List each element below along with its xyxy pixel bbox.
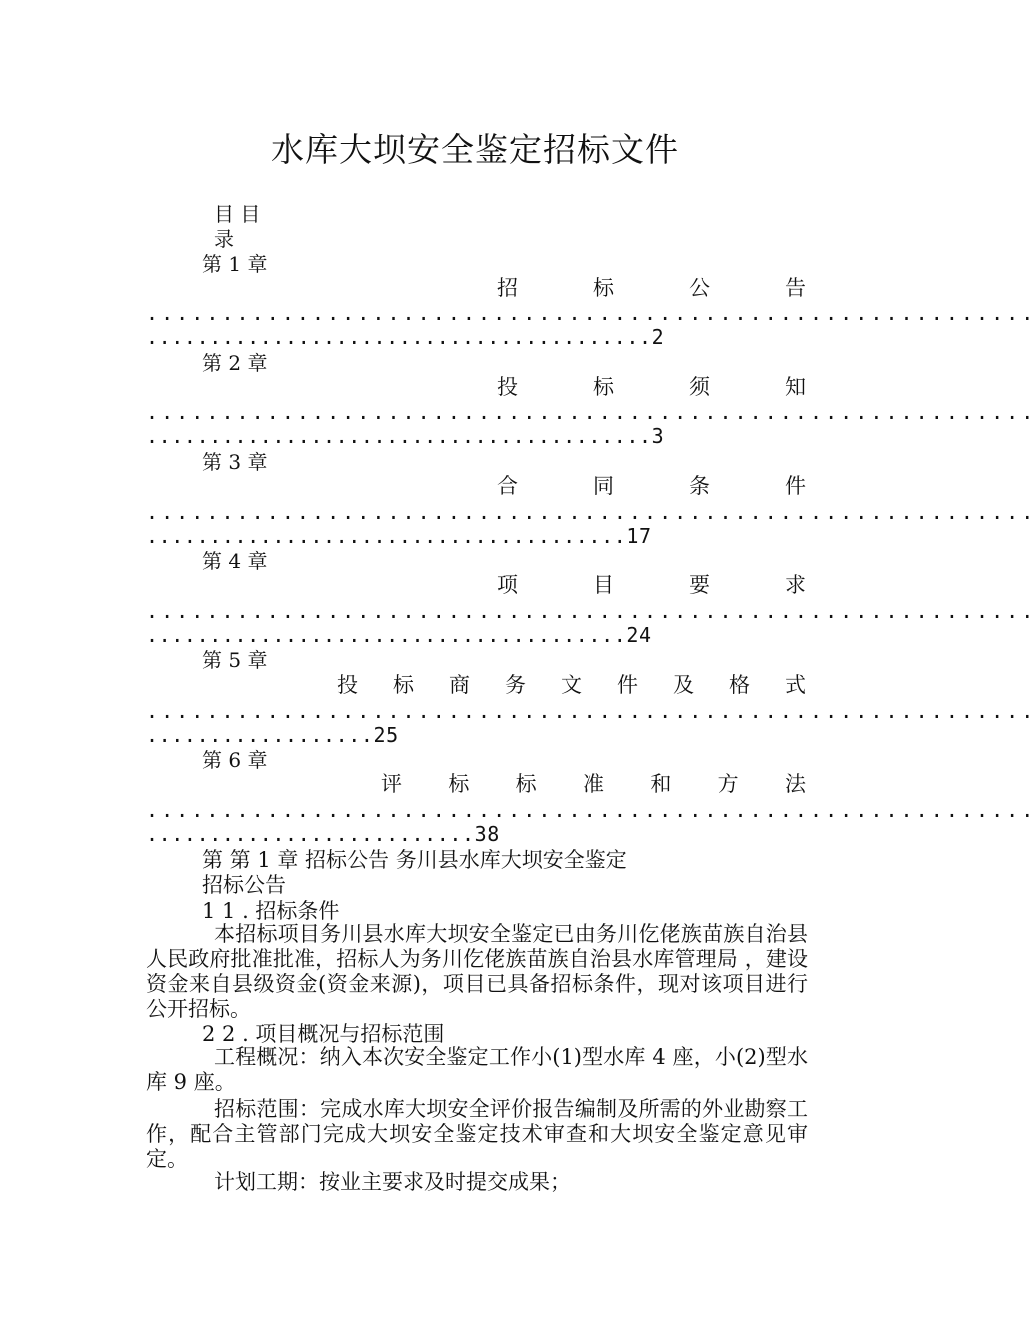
toc-title-char: 法 [784, 772, 806, 796]
toc-title-char: 须 [689, 375, 710, 399]
toc-chapter-label: 第 4 章 [202, 549, 268, 573]
toc-title-char: 件 [785, 474, 806, 498]
toc-leader-dots: ........................................................... [146, 798, 1036, 822]
toc-entry-title [337, 672, 806, 698]
toc-heading: 目 目 [214, 202, 261, 226]
toc-leader-dots: ........................................................... [146, 599, 1036, 623]
toc-page-number: ..........................38 [146, 822, 500, 846]
toc-title-char: 格 [729, 673, 750, 697]
toc-chapter-label: 第 5 章 [202, 648, 268, 672]
toc-title-char: 商 [449, 673, 470, 697]
toc-title-char: 招 [497, 276, 518, 300]
toc-title-char: 方 [717, 772, 739, 796]
toc-page-number: ......................................17 [146, 524, 652, 548]
toc-title-char: 准 [582, 772, 604, 796]
toc-title-char: 件 [617, 673, 638, 697]
toc-title-char: 求 [785, 573, 806, 597]
toc-leader-dots: ........................................................... [146, 400, 1036, 424]
toc-chapter-label: 第 2 章 [202, 351, 268, 375]
toc-title-char: 标 [593, 375, 614, 399]
toc-title-char: 公 [689, 276, 710, 300]
toc-leader-dots: ........................................................... [146, 301, 1036, 325]
paragraph-project-overview: 工程概况：纳入本次安全鉴定工作小(1)型水库 4 座，小(2)型水库 9 座。 [146, 1045, 808, 1094]
toc-title-char: 条 [689, 474, 710, 498]
toc-entry-title [497, 473, 806, 499]
toc-chapter-label: 第 3 章 [202, 450, 268, 474]
toc-entry-title [497, 374, 806, 400]
paragraph-bid-conditions: 本招标项目务川县水库大坝安全鉴定已由务川仡佬族苗族自治县人民政府批准批准，招标人为务川仡佬族苗族自治县水库管理局 ，建设资金来自县级资金(资金来源)，项目已具备招标条件，现对该项目进行公开招标。 [146, 922, 808, 1021]
toc-title-char: 式 [785, 673, 806, 697]
toc-leader-dots: ........................................................... [146, 500, 1036, 524]
toc-page-number: ........................................2 [146, 325, 665, 349]
toc-page-number: ..................25 [146, 723, 399, 747]
toc-leader-dots: ........................................................... [146, 699, 1036, 723]
toc-title-char: 投 [497, 375, 518, 399]
toc-title-char: 评 [381, 772, 402, 796]
toc-entry-title [497, 275, 806, 301]
toc-title-char: 告 [785, 276, 806, 300]
section-heading: 1 1 . 招标条件 [202, 899, 340, 923]
toc-title-char: 知 [785, 375, 806, 399]
toc-chapter-label: 第 1 章 [202, 252, 268, 276]
toc-page-number: ........................................3 [146, 424, 665, 448]
toc-title-char: 同 [593, 474, 614, 498]
toc-page-number: ......................................24 [146, 623, 652, 647]
toc-title-char: 和 [650, 772, 672, 796]
toc-title-char: 标 [393, 673, 414, 697]
toc-chapter-label: 第 6 章 [202, 748, 268, 772]
toc-title-char: 项 [497, 573, 518, 597]
toc-entry-title [381, 771, 806, 797]
chapter-subheading: 招标公告 [202, 873, 286, 897]
toc-title-char: 标 [515, 772, 537, 796]
paragraph-bid-scope: 招标范围：完成水库大坝安全评价报告编制及所需的外业勘察工作，配合主管部门完成大坝安全鉴定技术审查和大坝安全鉴定意见审定。 [146, 1097, 808, 1171]
toc-title-char: 务 [505, 673, 526, 697]
document-title: 水库大坝安全鉴定招标文件 [271, 130, 679, 169]
chapter-heading: 第 第 1 章 招标公告 务川县水库大坝安全鉴定 [202, 848, 627, 872]
toc-title-char: 文 [561, 673, 582, 697]
toc-title-char: 目 [593, 573, 614, 597]
toc-title-char: 合 [497, 474, 518, 498]
toc-title-char: 标 [448, 772, 470, 796]
toc-title-char: 标 [593, 276, 614, 300]
toc-entry-title [497, 572, 806, 598]
toc-heading-cont: 录 [214, 227, 234, 251]
section-heading: 2 2 . 项目概况与招标范围 [202, 1022, 445, 1046]
toc-title-char: 及 [673, 673, 694, 697]
toc-title-char: 投 [337, 673, 358, 697]
toc-title-char: 要 [689, 573, 710, 597]
paragraph-schedule: 计划工期：按业主要求及时提交成果； [214, 1170, 571, 1194]
